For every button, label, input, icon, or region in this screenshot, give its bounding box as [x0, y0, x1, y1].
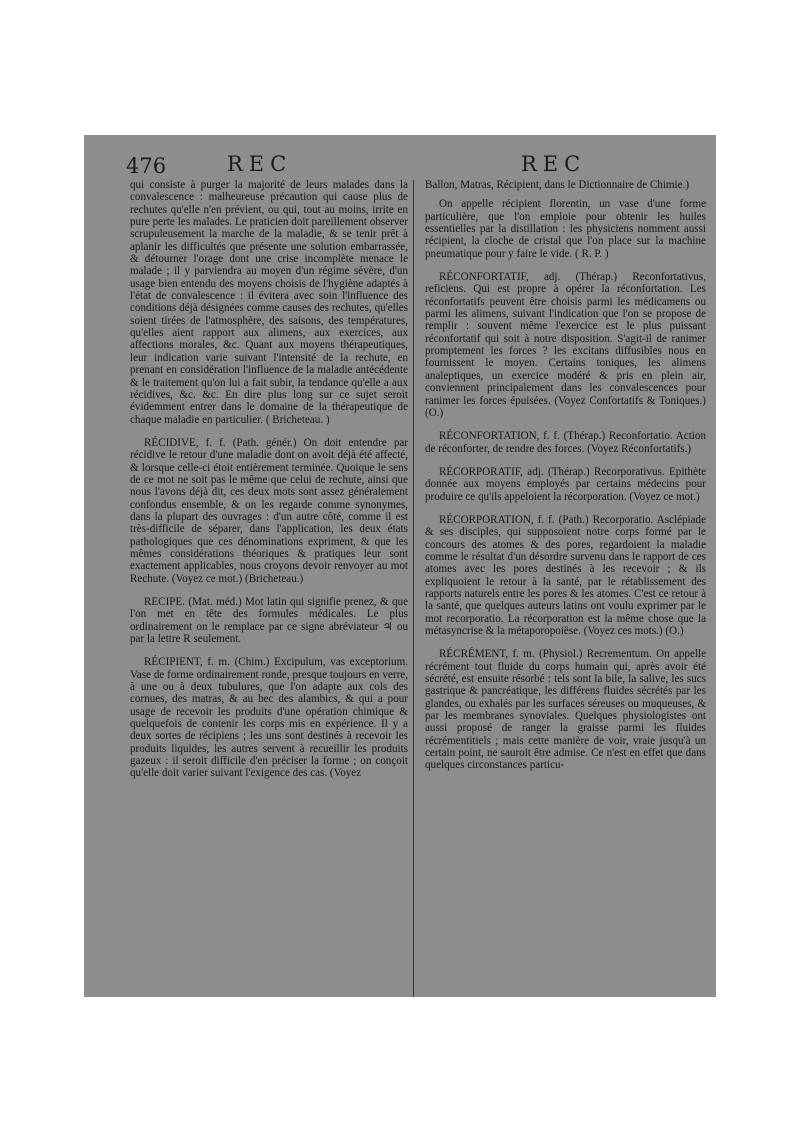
- entry-recorporatif: RÉCORPORATIF, adj. (Thérap.) Recorporativus. Epithète donnée aux moyens employés par certains médecins pour produire ce qu'ils appeloient la récorporation. (Voyez ce mot.): [425, 465, 706, 503]
- paragraph-recipient-florentin: On appelle récipient florentin, un vase d'une forme particulière, que l'on emploie pour obtenir les huiles essentielles par la distillation : les physiciens nomment aussi récipient, la cloche de cristal que l'on place sur la machine pneumatique pour y faire le vide. ( R. P. ): [425, 198, 706, 260]
- entry-recipe: RECIPE. (Mat. méd.) Mot latin qui signifie prenez, & que l'on met en tête des formules médicales. Le plus ordinairement on le remplace par ce signe abréviateur ♃ ou par la lettre R seulement.: [130, 596, 408, 646]
- entry-recipient: RÉCIPIENT, f. m. (Chim.) Excipulum, vas exceptorium. Vase de forme ordinairement ronde, presque toujours en verre, à une ou à deux tubulures, que l'on adapte aux cols des cornues, des matras, & au bec des alambics, & qui a pour usage de recevoir les produits d'une opération chimique & quelquefois de contenir les corps mis en expérience. Il y a deux sortes de récipiens ; les uns sont destinés à recevoir les produits liquides, les autres servent à recueillir les produits gazeux : il seroit difficile d'en préciser la forme ; on conçoit qu'elle doit varier suivant l'exigence des cas. (Voyez: [130, 656, 408, 780]
- entry-recorporation: RÉCORPORATION, f. f. (Path.) Recorporatio. Asclépiade & ses disciples, qui supposoient notre corps formé par le concours des atomes & des pores, regardoient la maladie comme le résultat d'un désordre survenu dans le rapport de ces atomes avec les pores destinés à les recevoir ; & ils expliquoient le retour à la santé, par le rétablissement des rapports naturels entre les pores & les atomes. C'est ce retour à la santé, que quelques auteurs latins ont voulu exprimer par le mot recorporatio. La récorporation est la même chose que la métasyncrise & la métaporopoiëse. (Voyez ces mots.) (O.): [425, 513, 706, 637]
- entry-recidive: RÉCIDIVE, f. f. (Path. génér.) On doit entendre par récidive le retour d'une maladie dont on avoit déjà été affecté, & lorsque celle-ci étoit entièrement terminée. Quoique le sens de ce mot ne soit pas le même que celui de rechute, ainsi que nous l'avons déjà dit, ces deux mots sont assez généralement confondus ensemble, & on les regarde comme synonymes, dans la plupart des ouvrages : d'un autre côté, comme il est très-difficile de séparer, dans l'application, les deux états pathologiques que ces dénominations expriment, & que les mêmes considérations théoriques & pratiques leur sont exactement applicables, nous croyons devoir renvoyer au mot Rechute. (Voyez ce mot.) (Bricheteau.): [130, 436, 408, 585]
- column-divider: [413, 180, 414, 997]
- page-number: 476: [126, 154, 167, 178]
- paragraph-continuation: Ballon, Matras, Récipient, dans le Dictionnaire de Chimie.): [425, 179, 690, 191]
- entry-reconfortation: RÉCONFORTATION, f. f. (Thérap.) Reconfortatio. Action de réconforter, de rendre des forces. (Voyez Réconfortatifs.): [425, 430, 706, 455]
- left-text-column: [130, 179, 408, 780]
- paragraph-continuation: qui consiste à purger la majorité de leurs malades dans la convalescence : malheureuse précaution qui cause plus de rechutes qu'elle n'en prévient, ou qui, tout au moins, irrite en pure perte les malades. Le praticien doit pareillement observer scrupuleusement la marche de la maladie, & se tenir prêt à aplanir les difficultés que présente une solution embarrassée, & détourner l'orage dont une crise incomplète menace le malade ; il y parviendra au moyen d'un régime sévère, d'un usage bien entendu des moyens choisis de l'hygiène adaptés à l'état de convalescence : il évitera avec soin l'influence des conditions déjà désignées comme causes des rechutes, qu'elles soient tirées de l'atmosphère, des saisons, des températures, qu'elles aient rapport aux alimens, aux exercices, aux affections morales, &c. Quant aux moyens thérapeutiques, leur indication varie suivant l'intensité de la rechute, en prenant en considération l'influence de la maladie antécédente & le traitement qu'on lui a fait subir, la tendance qu'elle a aux récidives, &c. &c. En dire plus long sur ce sujet seroit évidemment entrer dans le domaine de la thérapeutique de chaque maladie en particulier. ( Bricheteau. ): [130, 179, 408, 426]
- running-head-right: REC: [521, 152, 587, 176]
- entry-reconfortatif: RÉCONFORTATIF, adj. (Thérap.) Reconfortativus, reficiens. Qui est propre à opérer la réconfortation. Les réconfortatifs peuvent être choisis parmi les médicamens ou parmi les alimens, suivant l'indication que l'on se propose de remplir : souvent même l'exercice est le plus puissant réconfortatif qui soit à notre disposition. S'agit-il de ranimer promptement les forces ? les excitans diffusibles nous en fournissent le moyen. Certains toniques, les alimens analeptiques, un exercice modéré & pris en plein air, conviennent principalement dans les convalescences pour ranimer les forces épuisées. (Voyez Confortatifs & Toniques.) (O.): [425, 271, 706, 419]
- right-text-column: [425, 179, 706, 772]
- scanned-page: [84, 135, 716, 997]
- running-head-left: REC: [227, 152, 293, 176]
- entry-recrement: RÉCRÉMENT, f. m. (Physiol.) Recrementum. On appelle récrément tout fluide du corps humain qui, après avoir été sécrété, est ensuite résorbé : tels sont la bile, la salive, les sucs gastrique & pancréatique, les différens fluides sécrétés par les glandes, ou exhalés par les surfaces séreuses ou muqueuses, & par les membranes synoviales. Quelques physiologistes ont aussi proposé de ranger la graisse parmi les fluides récrémentitiels ; mais cette manière de voir, vraie jusqu'à un certain point, ne sauroit être admise. Ce n'est en effet que dans quelques circonstances particu-: [425, 648, 706, 772]
